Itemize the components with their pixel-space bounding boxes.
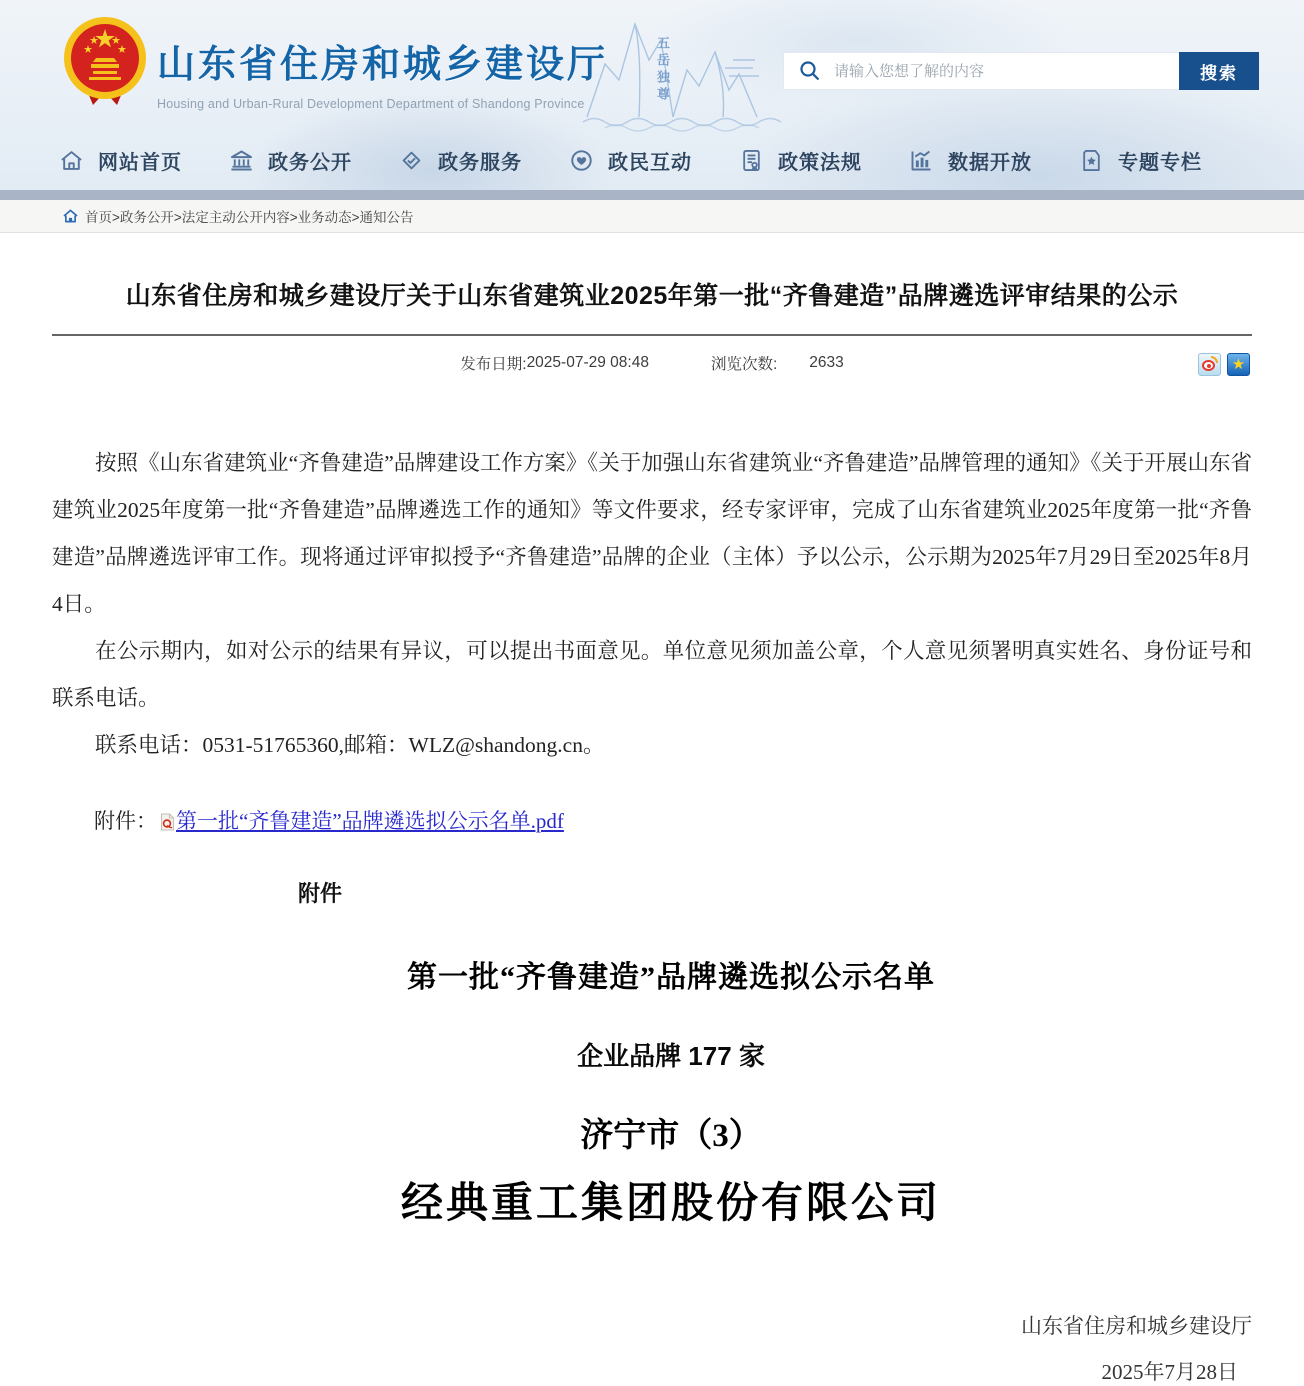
signature-block [52,1310,1252,1386]
attachment-heading: 附件 [298,881,343,906]
search-bar [783,52,1259,90]
nav-label: 政民互动 [608,151,692,174]
breadcrumb [0,200,1304,233]
handshake-icon [398,147,425,174]
chart-icon [908,147,935,174]
nav-item-home[interactable] [58,146,228,175]
site-title: 山东省住房和城乡建设厅 [157,44,609,86]
company-name: 经典重工集团股份有限公司 [400,1181,941,1227]
article-meta [52,352,1252,380]
national-emblem-logo[interactable] [62,15,148,107]
title-divider-line [52,334,1252,336]
attachment-row [52,805,1252,835]
nav-item-policies[interactable] [738,146,908,175]
attachment-label: 附件： [94,809,157,833]
search-icon [798,59,822,83]
views-value: 2633 [809,354,844,371]
views-label: 浏览次数: [710,356,778,373]
nav-item-special-topics[interactable] [1078,146,1202,175]
paragraph: 联系电话：0531-51765360,邮箱：WLZ@shandong.cn。 [95,733,605,757]
home-icon [58,147,85,174]
attachment-pdf-link[interactable]: 第一批“齐鲁建造”品牌遴选拟公示名单.pdf [176,809,564,833]
nav-item-open-data[interactable] [908,146,1078,175]
search-button[interactable]: 搜索 [1179,52,1259,90]
nav-label: 政策法规 [778,151,862,174]
attachment-doc-title: 第一批“齐鲁建造”品牌遴选拟公示名单 [407,961,935,994]
site-identity[interactable] [157,33,608,111]
weibo-share-icon[interactable] [1198,353,1221,376]
mountain-painting-decoration [575,2,790,132]
bank-icon [228,147,255,174]
nav-item-gov-disclosure[interactable] [228,146,398,175]
article-title: 山东省住房和城乡建设厅关于山东省建筑业2025年第一批“齐鲁建造”品牌遴选评审结果的公示 [125,282,1179,310]
header-divider-band [0,190,1304,200]
nav-label: 网站首页 [98,151,182,174]
qzone-share-icon[interactable] [1227,353,1250,376]
breadcrumb-home-icon[interactable] [63,209,78,223]
paragraph: 在公示期内，如对公示的结果有异议，可以提出书面意见。单位意见须加盖公章，个人意见须署明真实姓名、身份证号和联系电话。 [52,639,1252,710]
search-input[interactable] [834,53,1179,89]
main-navigation [58,136,1202,184]
decor-calligraphy-text: 五岳独尊 [655,36,670,104]
city-heading: 济宁市（3） [580,1118,762,1154]
nav-label: 政务服务 [438,151,522,174]
heart-circle-icon [568,147,595,174]
breadcrumb-path[interactable]: 首页>政务公开>法定主动公开内容>业务动态>通知公告 [85,210,414,225]
nav-label: 数据开放 [948,151,1032,174]
pdf-file-icon [160,813,175,831]
nav-item-public-interaction[interactable] [568,146,738,175]
brand-count: 企业品牌 177 家 [577,1041,765,1071]
site-subtitle: Housing and Urban-Rural Development Department of Shandong Province [157,97,585,111]
attachment-preview [298,877,1044,1230]
policy-document-icon [738,147,765,174]
article-body [52,440,1252,769]
share-buttons [1198,353,1250,376]
nav-label: 政务公开 [268,151,352,174]
signature-date: 2025年7月28日 [1101,1360,1238,1384]
signature-department: 山东省住房和城乡建设厅 [1021,1314,1252,1338]
publish-date-value: 2025-07-29 08:48 [526,354,649,371]
site-header [0,0,1304,190]
publish-date-label: 发布日期: [460,356,527,373]
paragraph: 按照《山东省建筑业“齐鲁建造”品牌建设工作方案》《关于加强山东省建筑业“齐鲁建造”品牌管理的通知》《关于开展山东省建筑业2025年度第一批“齐鲁建造”品牌遴选工作的通知》等文件要求，经专家评审，完成了山东省建筑业2025年度第一批“齐鲁建造”品牌遴选评审工作。现将通过评审拟授予“齐鲁建造”品牌的企业（主体）予以公示，公示期为2025年7月29日至2025年8月4日。 [52,451,1252,616]
national-emblem-icon [62,15,148,107]
nav-item-gov-services[interactable] [398,146,568,175]
article-content [52,279,1252,1386]
nav-label: 专题专栏 [1118,151,1202,174]
star-document-icon [1078,147,1105,174]
